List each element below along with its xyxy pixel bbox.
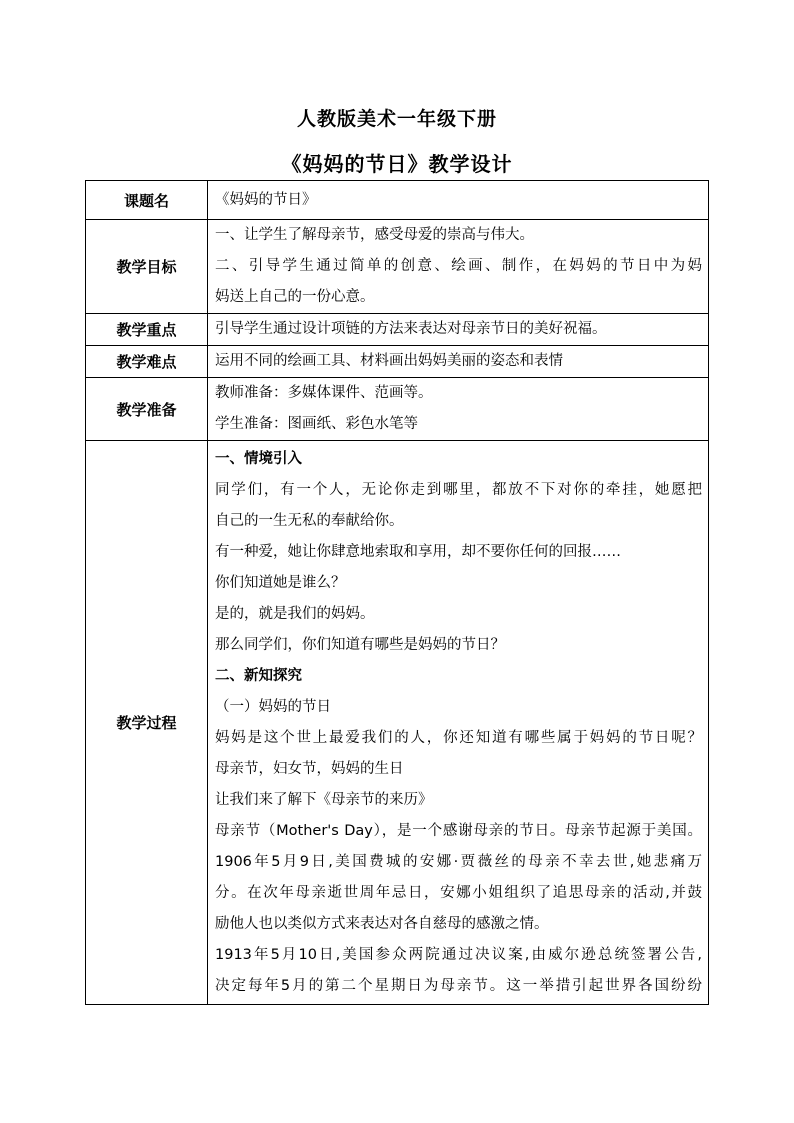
lesson-plan-table xyxy=(85,180,709,1005)
topic-label: 课题名 xyxy=(86,181,208,220)
goals-line: 妈送上自己的一份心意。 xyxy=(215,289,375,305)
process-line: 有一种爱，她让你肆意地索取和享用，却不要你任何的回报…… xyxy=(215,543,621,560)
table-row-goals xyxy=(86,220,709,314)
topic-value xyxy=(208,181,709,220)
difficulties-text: 运用不同的绘画工具、材料画出妈妈美丽的姿态和表情 xyxy=(215,353,563,369)
table-row-topic xyxy=(86,181,709,220)
preparation-line: 学生准备：图画纸、彩色水笔等 xyxy=(215,416,418,432)
table-row-process xyxy=(86,441,709,1005)
table-row-key-points xyxy=(86,314,709,346)
process-line: 那么同学们，你们知道有哪些是妈妈的节日？ xyxy=(215,636,505,653)
difficulties-label: 教学难点 xyxy=(86,346,208,378)
goals-value xyxy=(208,220,709,314)
preparation-line: 教师准备：多媒体课件、范画等。 xyxy=(215,385,433,401)
process-line: 分。在次年母亲逝世周年忌日，安娜小姐组织了追思母亲的活动,并鼓 xyxy=(215,884,702,901)
key-points-text: 引导学生通过设计项链的方法来表达对母亲节日的美好祝福。 xyxy=(215,321,607,337)
table-row-preparation xyxy=(86,378,709,441)
process-line: 决定每年5月的第二个星期日为母亲节。这一举措引起世界各国纷纷 xyxy=(215,977,702,994)
preparation-label: 教学准备 xyxy=(86,378,208,441)
process-line: 让我们来了解下《母亲节的来历》 xyxy=(215,791,433,808)
process-section-heading: 二、新知探究 xyxy=(215,667,302,684)
topic-text: 《妈妈的节日》 xyxy=(215,191,317,208)
process-line: 1913年5月10日,美国参众两院通过决议案,由威尔逊总统签署公告, xyxy=(215,946,702,963)
document-title: 人教版美术一年级下册 xyxy=(296,108,497,130)
table-row-difficulties xyxy=(86,346,709,378)
process-section-heading: 一、情境引入 xyxy=(215,450,302,467)
process-line: 是的，就是我们的妈妈。 xyxy=(215,605,375,622)
process-line: 同学们，有一个人，无论你走到哪里，都放不下对你的牵挂，她愿把 xyxy=(215,481,702,498)
process-line: 1906年5月9日,美国费城的安娜·贾薇丝的母亲不幸去世,她悲痛万 xyxy=(215,853,702,870)
key-points-value xyxy=(208,314,709,346)
process-line: 妈妈是这个世上最爱我们的人，你还知道有哪些属于妈妈的节日呢？ xyxy=(215,729,702,746)
difficulties-value xyxy=(208,346,709,378)
process-line: 你们知道她是谁么？ xyxy=(215,574,346,591)
process-subheading: （一）妈妈的节日 xyxy=(215,698,331,715)
process-line: 母亲节，妇女节，妈妈的生日 xyxy=(215,760,404,777)
document-subtitle: 《妈妈的节日》教学设计 xyxy=(281,152,513,176)
key-points-label: 教学重点 xyxy=(86,314,208,346)
process-value xyxy=(208,441,709,1005)
process-line: 母亲节（Mother's Day），是一个感谢母亲的节日。母亲节起源于美国。 xyxy=(215,822,702,839)
process-line: 励他人也以类似方式来表达对各自慈母的感激之情。 xyxy=(215,915,549,932)
goals-label: 教学目标 xyxy=(86,220,208,314)
goals-line: 一、让学生了解母亲节，感受母爱的崇高与伟大。 xyxy=(215,227,534,243)
process-label: 教学过程 xyxy=(86,441,208,1005)
preparation-value xyxy=(208,378,709,441)
process-line: 自己的一生无私的奉献给你。 xyxy=(215,512,404,529)
goals-line: 二、引导学生通过简单的创意、绘画、制作，在妈妈的节日中为妈 xyxy=(215,258,702,274)
